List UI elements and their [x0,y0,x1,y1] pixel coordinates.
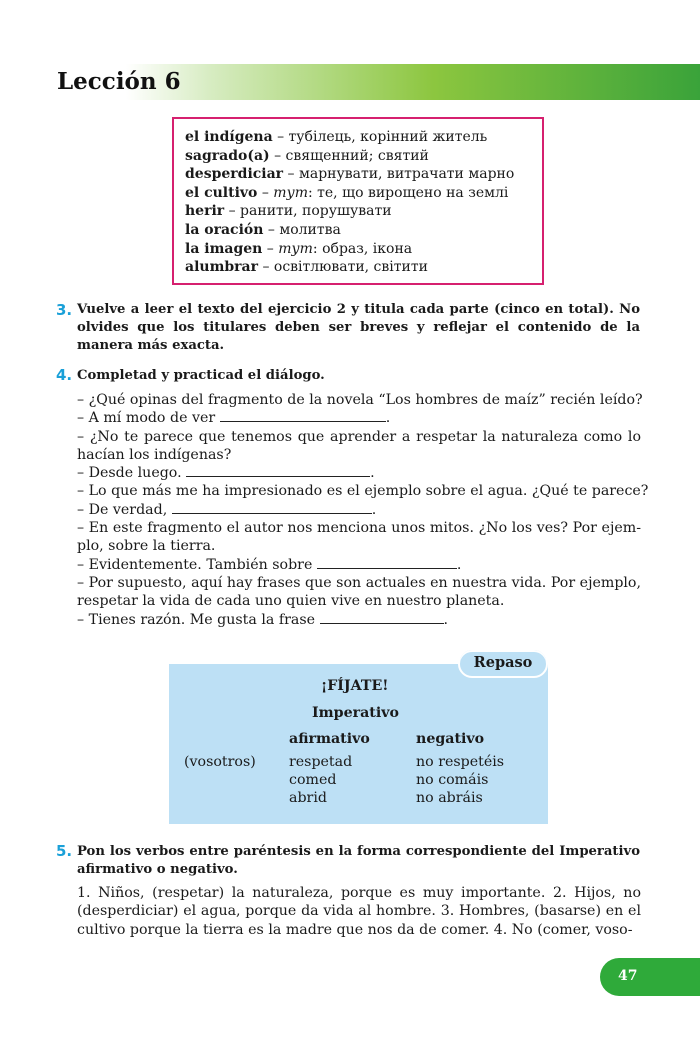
affirmative-form: respetad [289,754,353,770]
vocab-item: desperdiciar – марнувати, витрачати марно [185,166,515,183]
dialogue-line: – A mí modo de ver . [77,410,391,427]
vocab-box [172,117,544,285]
affirmative-form: abrid [289,790,327,806]
page-number: 47 [618,968,638,984]
dialogue [77,391,649,629]
vocab-item: el cultivo – тут: те, що вирощено на землі [185,184,509,201]
answer-blank[interactable] [317,556,457,569]
page-number-tab [600,958,700,996]
dialogue-line: – Desde luego. . [77,465,375,482]
vocab-item: herir – ранити, порушувати [185,203,392,220]
dialogue-line: respetar la vida de cada uno quien vive en nuestro planeta. [77,593,505,610]
negative-form: no abráis [416,790,483,806]
vocab-item: alumbrar – освітлювати, світити [185,259,428,276]
dialogue-line: – De verdad, . [77,501,377,518]
answer-blank[interactable] [320,611,444,624]
dialogue-line: – Por supuesto, aquí hay frases que son actuales en nuestra vida. Por ejemplo, [77,574,641,591]
exercise-5-body: 1. Niños, (respetar) la naturaleza, porque es muy importante. 2. Hijos, no (desperdiciar) el agua, porque da vida al hombre. 3. Hombres, (basarse) en el cultivo porque la tierra es la madre que nos da de comer. 4. No (comer, voso- [77,885,641,938]
dialogue-line: – Evidentemente. También sobre . [77,556,462,573]
dialogue-line: – ¿No te parece que tenemos que aprender a respetar la naturaleza como lo [77,428,641,445]
exercise-5-number: 5. [56,842,73,860]
dialogue-line: – ¿Qué opinas del fragmento de la novela “Los hombres de maíz” recién leído? [77,392,643,408]
vocab-item: sagrado(a) – священний; святий [185,147,429,164]
exercise-4-number: 4. [56,366,73,384]
dialogue-line: – En este fragmento el autor nos menciona unos mitos. ¿No los ves? Por ejem- [77,520,641,537]
dialogue-line: – Tienes razón. Me gusta la frase . [77,611,449,628]
answer-blank[interactable] [220,409,386,422]
dialogue-line: – Lo que más me ha impresionado es el ejemplo sobre el agua. ¿Qué te parece? [77,483,649,500]
vocab-item: la imagen – тут: образ, ікона [185,240,413,257]
dialogue-line: plo, sobre la tierra. [77,538,216,555]
repaso-tab: Repaso [458,648,548,678]
exercise-4-instruction: Completad y practicad el diálogo. [77,368,325,383]
column-negative: negativo [416,731,485,747]
vocab-item: la oración – молитва [185,221,341,238]
answer-blank[interactable] [172,501,372,514]
dialogue-line: hacían los indígenas? [77,446,232,463]
answer-blank[interactable] [186,464,370,477]
lesson-title: Lección 6 [57,68,181,95]
affirmative-form: comed [289,772,337,788]
repaso-subtitle: Imperativo [312,705,399,721]
exercise-3-text: Vuelve a leer el texto del ejercicio 2 y titula cada parte (cinco en total). No olvides que los titulares deben ser breves y reflejar el contenido de la manera más exacta. [77,302,640,353]
vocab-item: el indígena – тубілець, корінний житель [185,129,488,145]
person-label: (vosotros) [184,754,256,770]
repaso-title: ¡FÍJATE! [321,678,389,694]
exercise-5-instruction: Pon los verbos entre paréntesis en la forma correspondiente del Imperativo afirmativo o negativo. [77,844,640,877]
negative-form: no respetéis [416,754,505,770]
exercise-3-number: 3. [56,301,73,319]
column-affirmative: afirmativo [289,731,370,747]
negative-form: no comáis [416,772,489,788]
